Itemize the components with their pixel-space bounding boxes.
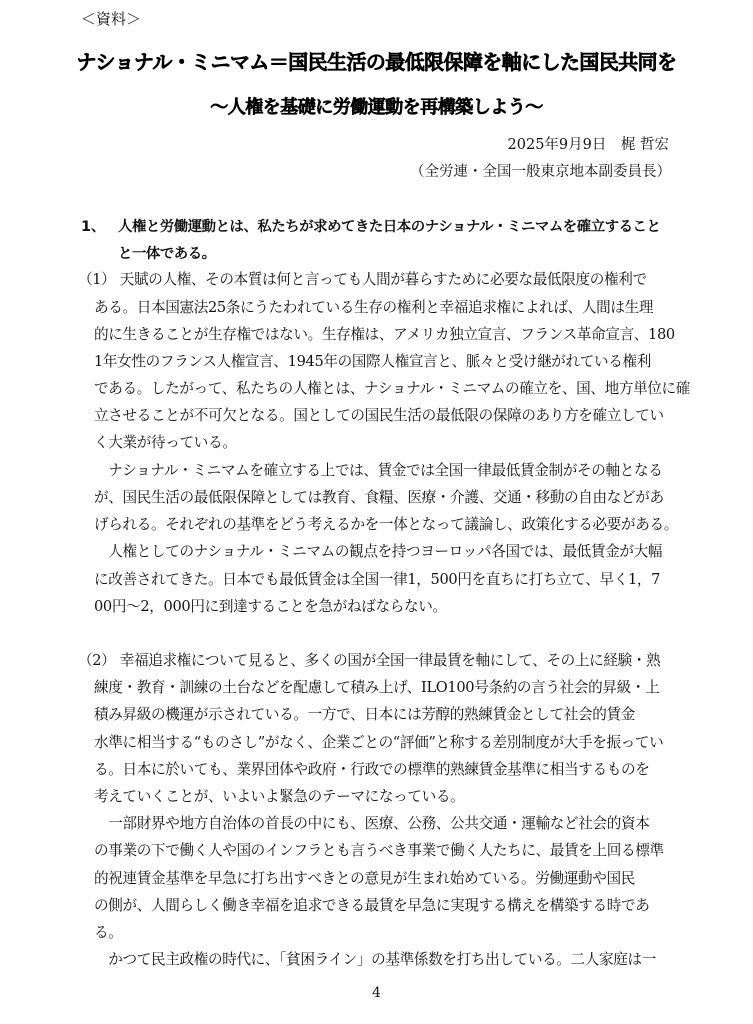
para1-line: が、国民生活の最低限保障としては教育、食糧、医療・介護、交通・移動の自由などがあ xyxy=(94,489,664,506)
para2-line: る。日本に於いても、業界団体や政府・行政での標準的熟練賃金基準に相当するものを xyxy=(94,761,650,778)
para2-line: 一部財界や地方自治体の首長の中にも、医療、公務、公共交通・運輸など社会的資本 xyxy=(94,815,650,832)
para1-line: ある。日本国憲法25条にうたわれている生存の権利と幸福追求権によれば、人間は生理 xyxy=(94,299,654,316)
para1-line: 立させることが不可欠となる。国としての国民生活の最低限の保障のあり方を確立してい xyxy=(94,407,664,424)
document-label: ＜資料＞ xyxy=(81,10,142,28)
para1-line: 00円～2，000円に到達することを急がねばならない。 xyxy=(94,598,447,615)
para2-line: る。 xyxy=(94,924,123,941)
para2-line: の側が、人間らしく働き幸福を追求できる最賃を早急に実現する構えを構築する時であ xyxy=(94,897,650,914)
para2-line: 水準に相当する“ものさし”がなく、企業ごとの“評価”と称する差別制度が大手を振ってい xyxy=(94,734,664,751)
para1-line: げられる。それぞれの基準をどう考えるかを一体となって議論し、政策化する必要がある。 xyxy=(94,516,678,533)
para2-line: かつて民主政権の時代に、「貧困ライン」の基準係数を打ち出している。二人家庭は一 xyxy=(94,951,657,968)
page-number: 4 xyxy=(372,985,381,1001)
author-affiliation: （全労連・全国一般東京地本副委員長） xyxy=(410,164,671,180)
para1-line: 1年女性のフランス人権宣言、1945年の国際人権宣言と、脈々と受け継がれている権利 xyxy=(94,353,652,370)
section-heading-line: と一体である。 xyxy=(118,246,216,262)
para2-line: 的祝連賃金基準を早急に打ち出すべきとの意見が生まれ始めている。労働運動や国民 xyxy=(94,870,635,887)
para2-line: 積み昇級の機運が示されている。一方で、日本には芳醇的熟練賃金として社会的賃金 xyxy=(94,706,635,723)
section-number: 1、 xyxy=(81,219,106,235)
para2-line: の事業の下で働く人や国のインフラとも言うべき事業で働く人たちに、最賃を上回る標準 xyxy=(94,842,664,859)
para1-line: ナショナル・ミニマムを確立する上では、賃金では全国一律最低賃金制がその軸となる xyxy=(94,462,663,479)
section-heading-line: 人権と労働運動とは、私たちが求めてきた日本のナショナル・ミニマムを確立すること xyxy=(118,219,661,235)
para1-line: （1） 天賦の人権、その本質は何と言っても人間が暮らすために必要な最低限度の権利で xyxy=(78,271,647,288)
document-title: ナショナル・ミニマム＝国民生活の最低限保障を軸にした国民共同を xyxy=(76,50,677,74)
para1-line: く大業が待っている。 xyxy=(94,434,237,451)
date-author: 2025年9月9日 梶 哲宏 xyxy=(507,137,669,153)
para1-line: 的に生きることが生存権ではない。生存権は、アメリカ独立宣言、フランス革命宣言、180 xyxy=(94,326,675,343)
para2-line: 考えていくことが、いよいよ緊急のテーマになっている。 xyxy=(94,788,465,805)
para2-line: （2） 幸福追求権について見ると、多くの国が全国一律最賃を軸にして、その上に経験・熟 xyxy=(78,652,661,669)
para2-line: 練度・教育・訓練の土台などを配慮して積み上げ、ILO100号条約の言う社会的昇級・上 xyxy=(94,679,660,696)
document-subtitle: ～人権を基礎に労働運動を再構築しよう～ xyxy=(210,97,543,118)
para1-line: 人権としてのナショナル・ミニマムの観点を持つヨーロッパ各国では、最低賃金が大幅 xyxy=(94,543,663,560)
para1-line: に改善されてきた。日本でも最低賃金は全国一律1，500円を直ちに打ち立て、早く1，7 xyxy=(94,571,661,588)
para1-line: である。したがって、私たちの人権とは、ナショナル・ミニマムの確立を、国、地方単位に確 xyxy=(94,380,690,397)
